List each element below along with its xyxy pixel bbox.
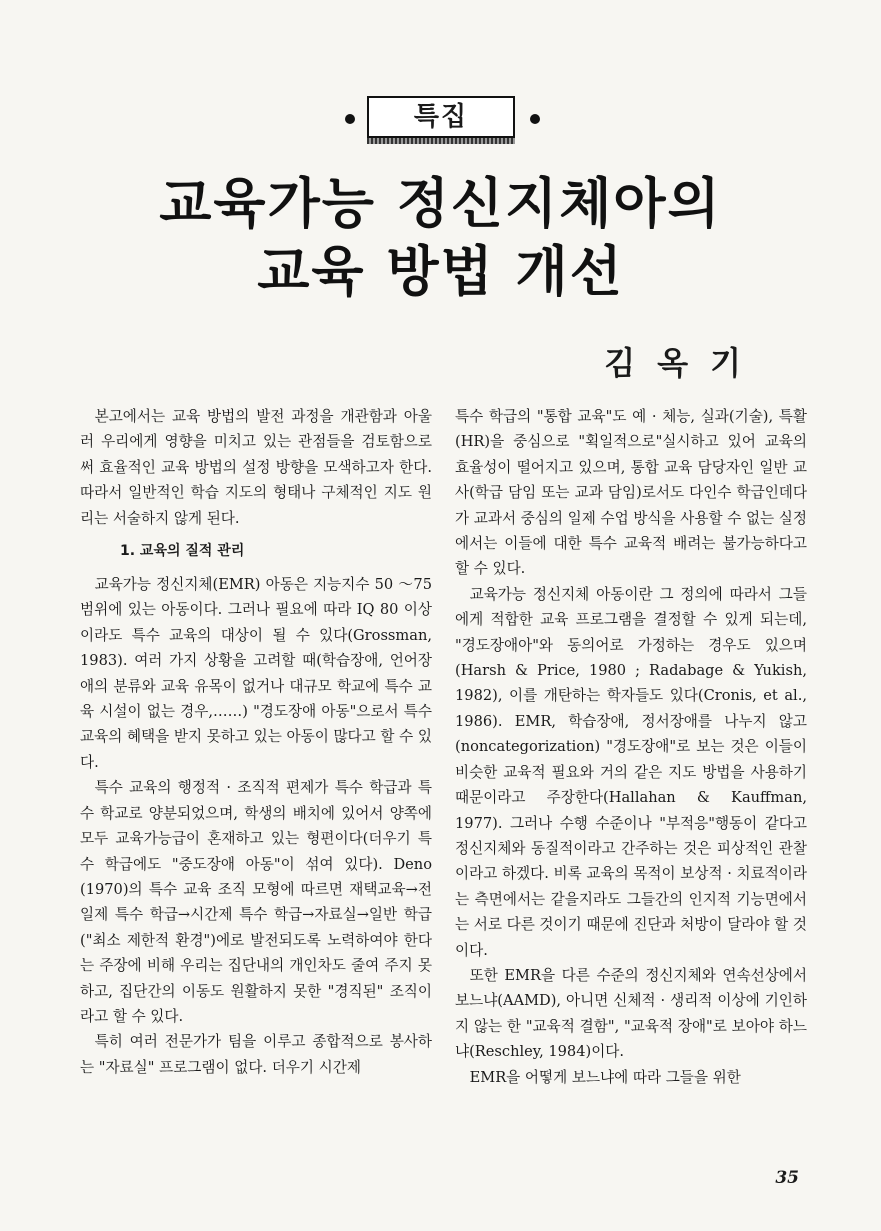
article-title-line-1: 교육가능 정신지체아의 [159,171,722,235]
body-paragraph: 특수 교육의 행정적 · 조직적 편제가 특수 학급과 특수 학교로 양분되었으며, 학생의 배치에 있어서 양쪽에 모두 교육가능급이 혼재하고 있는 형편이다(더우기 특수 학급에도 "중도장애 아동"이 섞여 있다). Deno (1970)의 특수 교육 조직 모형에 따르면 재택교육→전일제 특수 학급→시간제 특수 학급→자료실→일반 학급("최소 제한적 환경")에로 발전되도록 노력하여야 한다는 주장에 비해 우리는 집단내의 개인차도 줄여 주지 못하고, 집단간의 이동도 원활하지 못한 "경직된" 조직이라고 할 수 있다. [80,779,432,1025]
right-text-column [455,404,807,1090]
body-paragraph: 또한 EMR을 다른 수준의 정신지체와 연속선상에서 보느냐(AAMD), 아니면 신체적 · 생리적 이상에 기인하지 않는 한 "교육적 결함", "교육적 장애"로 보아야 하느냐(Reschley, 1984)이다. [455,966,807,1061]
special-feature-badge [345,96,540,152]
bullet-dot-right [530,114,540,124]
author-name: 김옥기 [604,344,763,382]
badge-underline-pattern [367,138,515,144]
body-paragraph: EMR을 어떻게 보느냐에 따라 그들을 위한 [469,1068,741,1086]
body-paragraph: 특히 여러 전문가가 팀을 이루고 종합적으로 봉사하는 "자료실" 프로그램이 없다. 더우기 시간제 [80,1033,432,1076]
continued-paragraph: 특수 학급의 "통합 교육"도 예 · 체능, 실과(기술), 특활(HR)을 중심으로 "획일적으로"실시하고 있어 교육의 효율성이 떨어지고 있으며, 통합 교육 담당자인 일반 교사(학급 담임 또는 교과 담임)로서도 다인수 학급인데다가 교과서 중심의 일제 수업 방식을 사용할 수 없는 실정에서는 이들에 대한 특수 교육적 배려는 불가능하다고 할 수 있다. [455,408,807,578]
badge-label: 특집 [367,96,515,138]
left-text-column [80,404,432,1080]
section-heading: 1. 교육의 질적 관리 [120,543,245,560]
intro-paragraph: 본고에서는 교육 방법의 발전 과정을 개관함과 아울러 우리에게 영향을 미치고 있는 관점들을 검토함으로써 효율적인 교육 방법의 설정 방향을 모색하고자 한다. 따라서 일반적인 학습 지도의 형태나 구체적인 지도 원리는 서술하지 않게 된다. [80,408,432,527]
bullet-dot-left [345,114,355,124]
article-title-line-2: 교육 방법 개선 [257,239,624,303]
page-number: 35 [775,1168,799,1188]
body-paragraph: 교육가능 정신지체 아동이란 그 정의에 따라서 그들에게 적합한 교육 프로그램을 결정할 수 있게 되는데, "경도장애아"와 동의어로 가정하는 경우도 있으며(Harsh & Price, 1980 ; Radabage & Yukish, 1982), 이를 개탄하는 학자들도 있다(Cronis, et al., 1986). EMR, 학습장애, 정서장애를 나누지 않고(noncategorization) "경도장애"로 보는 것은 이들이 비슷한 교육적 필요와 거의 같은 지도 방법을 사용하기 때문이라고 주장한다(Hallahan & Kauffman, 1977). 그러나 수행 수준이나 "부적응"행동이 같다고 정신지체와 동질적이라고 간주하는 것은 피상적인 관찰이라고 하겠다. 비록 교육의 목적이 보상적 · 치료적이라는 측면에서는 같을지라도 그들간의 인지적 기능면에서는 서로 다른 것이기 때문에 진단과 처방이 달라야 할 것이다. [455,585,807,959]
body-paragraph: 교육가능 정신지체(EMR) 아동은 지능지수 50 ～75 범위에 있는 아동이다. 그러나 필요에 따라 IQ 80 이상이라도 특수 교육의 대상이 될 수 있다(Grossman, 1983). 여러 가지 상황을 고려할 때(학습장애, 언어장애의 분류와 교육 유목이 없거나 대규모 학교에 특수 교육 시설이 없는 경우,……) "경도장애 아동"으로서 특수 교육의 혜택을 받지 못하고 있는 아동이 많다고 할 수 있다. [80,576,432,771]
